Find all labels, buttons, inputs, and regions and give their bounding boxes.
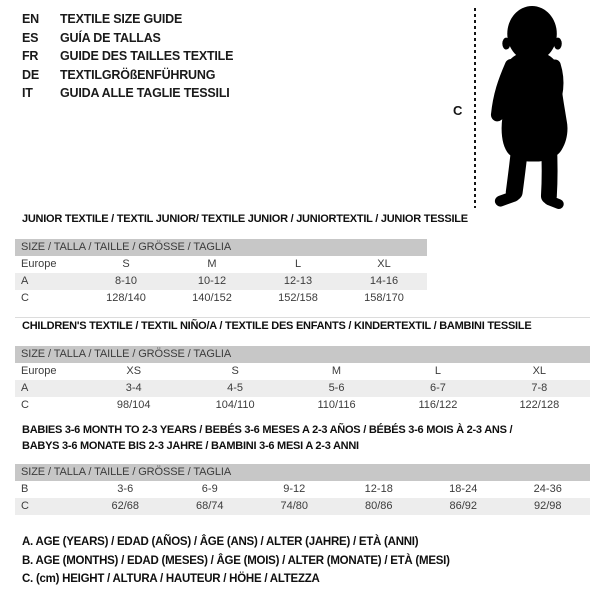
table-row bbox=[15, 397, 590, 414]
size-cell: 110/116 bbox=[317, 399, 356, 411]
size-cell: 3-4 bbox=[125, 382, 142, 394]
language-list bbox=[22, 10, 233, 103]
row-label: A bbox=[21, 382, 29, 394]
size-cell: 14-16 bbox=[369, 275, 399, 287]
section-divider bbox=[15, 317, 590, 318]
language-row bbox=[22, 29, 233, 48]
table-row bbox=[15, 380, 590, 397]
note-line: C. (cm) HEIGHT / ALTURA / HAUTEUR / HÖHE / ALTEZZA bbox=[22, 573, 320, 586]
size-cell: 5-6 bbox=[328, 382, 345, 394]
section-title-line: CHILDREN'S TEXTILE / TEXTIL NIÑO/A / TEXTILE DES ENFANTS / KINDERTEXTIL / BAMBINI TESSILE bbox=[22, 320, 532, 332]
section-title-line: JUNIOR TEXTILE / TEXTIL JUNIOR/ TEXTILE JUNIOR / JUNIORTEXTIL / JUNIOR TESSILE bbox=[22, 213, 468, 225]
section-title-line: BABIES 3-6 MONTH TO 2-3 YEARS / BEBÉS 3-6 MESES A 2-3 AÑOS / BÉBÉS 3-6 MOIS À 2-3 ANS / bbox=[22, 424, 513, 436]
note-line: A. AGE (YEARS) / EDAD (AÑOS) / ÂGE (ANS) / ALTER (JAHRE) / ETÀ (ANNI) bbox=[22, 536, 419, 548]
size-table-body bbox=[15, 256, 427, 307]
size-cell: S bbox=[122, 258, 130, 270]
size-table-body bbox=[15, 363, 590, 414]
table-row bbox=[15, 363, 590, 380]
row-label: Europe bbox=[21, 365, 57, 377]
size-cell: L bbox=[294, 258, 302, 270]
size-cell: S bbox=[231, 365, 239, 377]
children-size-table bbox=[15, 346, 590, 414]
size-header-bar: SIZE / TALLA / TAILLE / GRÖSSE / TAGLIA bbox=[15, 346, 590, 363]
table-row bbox=[15, 256, 427, 273]
size-cell: XL bbox=[532, 365, 547, 377]
babies-size-table bbox=[15, 464, 590, 515]
junior-size-table bbox=[15, 239, 427, 307]
row-label: C bbox=[21, 292, 29, 304]
size-cell: 24-36 bbox=[533, 483, 562, 495]
table-row bbox=[15, 498, 590, 515]
size-cell: 12-13 bbox=[283, 275, 313, 287]
size-cell: 74/80 bbox=[280, 500, 309, 512]
size-cell: L bbox=[434, 365, 441, 377]
size-cell: 8-10 bbox=[114, 275, 138, 287]
size-cell: 7-8 bbox=[531, 382, 548, 394]
toddler-silhouette-icon bbox=[486, 4, 588, 212]
size-cell: M bbox=[331, 365, 342, 377]
size-cell: 12-18 bbox=[364, 483, 393, 495]
table-row bbox=[15, 290, 427, 307]
baby-figure bbox=[445, 0, 595, 215]
size-cell: 116/122 bbox=[418, 399, 458, 411]
size-cell: 68/74 bbox=[195, 500, 224, 512]
size-cell: 92/98 bbox=[533, 500, 562, 512]
size-header-bar: SIZE / TALLA / TAILLE / GRÖSSE / TAGLIA bbox=[15, 239, 427, 256]
size-cell: 62/68 bbox=[111, 500, 140, 512]
size-cell: 9-12 bbox=[283, 483, 306, 495]
size-cell: 140/152 bbox=[192, 292, 232, 304]
table-row bbox=[15, 273, 427, 290]
size-cell: 98/104 bbox=[116, 399, 151, 411]
size-cell: 4-5 bbox=[227, 382, 244, 394]
language-row bbox=[22, 47, 233, 66]
language-code: ES bbox=[22, 30, 39, 45]
row-label: C bbox=[21, 399, 29, 411]
language-code: FR bbox=[22, 49, 39, 64]
language-label: GUIDA ALLE TAGLIE TESSILI bbox=[60, 86, 230, 101]
size-cell: 152/158 bbox=[278, 292, 318, 304]
size-header-bar: SIZE / TALLA / TAILLE / GRÖSSE / TAGLIA bbox=[15, 464, 590, 481]
size-cell: 122/128 bbox=[519, 399, 560, 411]
babies-section-title bbox=[22, 423, 512, 454]
size-cell: M bbox=[207, 258, 217, 270]
language-row bbox=[22, 66, 233, 85]
language-code: IT bbox=[22, 86, 33, 101]
language-code: DE bbox=[22, 67, 39, 82]
size-cell: 3-6 bbox=[117, 483, 134, 495]
size-cell: 18-24 bbox=[449, 483, 478, 495]
row-label: C bbox=[21, 500, 29, 512]
language-label: TEXTILGRÖßENFÜHRUNG bbox=[60, 67, 216, 82]
size-cell: 128/140 bbox=[106, 292, 146, 304]
size-cell: 80/86 bbox=[364, 500, 393, 512]
size-cell: XS bbox=[126, 365, 142, 377]
size-cell: 158/170 bbox=[364, 292, 404, 304]
size-cell: 6-9 bbox=[201, 483, 218, 495]
language-row bbox=[22, 10, 233, 29]
height-measure-label: C bbox=[453, 103, 463, 118]
size-table-body bbox=[15, 481, 590, 515]
size-cell: 6-7 bbox=[429, 382, 446, 394]
notes-list bbox=[22, 533, 450, 589]
size-cell: 10-12 bbox=[197, 275, 227, 287]
note-line: B. AGE (MONTHS) / EDAD (MESES) / ÂGE (MOIS) / ALTER (MONATE) / ETÀ (MESI) bbox=[22, 554, 450, 567]
table-row bbox=[15, 481, 590, 498]
size-cell: 86/92 bbox=[449, 500, 478, 512]
row-label: A bbox=[21, 275, 29, 287]
size-cell: 104/110 bbox=[215, 399, 255, 411]
junior-section-title bbox=[22, 212, 468, 228]
size-cell: XL bbox=[377, 258, 391, 270]
language-row bbox=[22, 84, 233, 103]
row-label: B bbox=[21, 483, 29, 495]
children-section-title bbox=[22, 319, 531, 335]
language-label: GUIDE DES TAILLES TEXTILE bbox=[60, 49, 234, 64]
language-code: EN bbox=[22, 12, 39, 26]
section-title-line: BABYS 3-6 MONATE BIS 2-3 JAHRE / BAMBINI 3-6 MESI A 2-3 ANNI bbox=[22, 439, 359, 452]
language-label: GUÍA DE TALLAS bbox=[60, 30, 161, 45]
language-label: TEXTILE SIZE GUIDE bbox=[60, 12, 183, 26]
row-label: Europe bbox=[21, 258, 57, 270]
height-measure-line bbox=[474, 8, 476, 208]
